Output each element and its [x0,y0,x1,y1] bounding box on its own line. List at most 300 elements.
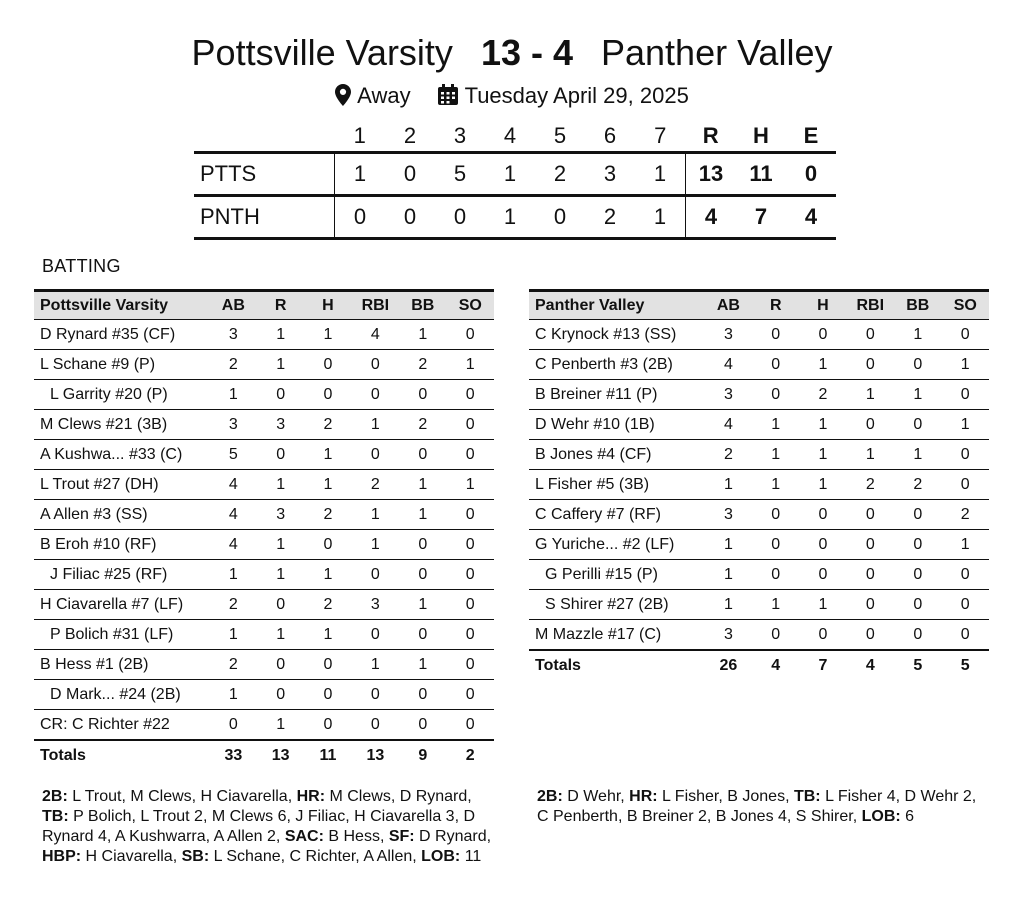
stat-r: 1 [257,530,304,560]
ab-column-header: AB [210,291,257,320]
player-row [34,500,494,530]
stat-bb: 1 [399,650,446,680]
stat-ab: 1 [210,620,257,650]
inning-score: 1 [635,153,686,196]
stat-bb: 0 [399,380,446,410]
stat-so: 1 [447,350,494,380]
stat-rbi: 0 [847,500,895,530]
stat-rbi: 3 [352,590,400,620]
stat-rbi: 1 [352,410,400,440]
player-row [34,350,494,380]
inning-score: 0 [335,196,386,239]
stat-bb: 1 [399,500,446,530]
stat-h: 0 [799,620,846,651]
linescore-team: PNTH [194,196,335,239]
stat-bb: 2 [399,350,446,380]
stat-rbi: 4 [352,320,400,350]
stat-h: 2 [304,500,351,530]
stat-so: 5 [942,650,989,680]
stat-bb: 0 [894,530,941,560]
stat-r: 1 [257,620,304,650]
player-row [529,320,989,350]
linescore-table [194,121,836,240]
inning-score: 1 [485,153,535,196]
note-text: H Ciavarella, [81,848,182,865]
player-row [34,710,494,741]
home-team-name: Panther Valley [601,32,833,73]
stat-rbi: 0 [847,530,895,560]
stat-ab: 3 [705,500,752,530]
stat-rbi: 2 [352,470,400,500]
player-name: D Rynard #35 (CF) [34,320,210,350]
player-row [529,350,989,380]
inning-score: 0 [535,196,585,239]
stat-r: 0 [257,680,304,710]
stat-so: 0 [942,590,989,620]
stat-h: 1 [304,560,351,590]
stat-so: 0 [447,320,494,350]
stat-ab: 1 [705,530,752,560]
stat-h: 0 [304,650,351,680]
ab-column-header: AB [705,291,752,320]
stat-r: 0 [752,500,799,530]
stat-r: 1 [752,590,799,620]
runs-total: 13 [686,153,737,196]
player-row [529,410,989,440]
inning-header: 2 [403,123,417,148]
note-label: LOB: [861,808,901,825]
stat-so: 1 [942,350,989,380]
stat-ab: 3 [210,320,257,350]
player-name: A Kushwa... #33 (C) [34,440,210,470]
inning-score: 0 [435,196,485,239]
player-name: C Krynock #13 (SS) [529,320,705,350]
player-name: C Caffery #7 (RF) [529,500,705,530]
note-label: 2B: [42,788,68,805]
stat-rbi: 0 [352,440,400,470]
inning-score: 1 [485,196,535,239]
stat-bb: 1 [399,320,446,350]
player-name: B Hess #1 (2B) [34,650,210,680]
totals-label: Totals [34,740,210,770]
stat-h: 0 [304,380,351,410]
note-label: SAC: [284,828,324,845]
final-score: 13 - 4 [480,32,573,73]
note-text: D Wehr, [562,788,630,805]
inning-score: 2 [535,153,585,196]
stat-r: 0 [257,590,304,620]
batting-table-home [529,289,989,680]
stat-so: 0 [942,320,989,350]
hits-total: 11 [736,153,786,196]
stat-bb: 2 [894,470,941,500]
player-name: D Mark... #24 (2B) [34,680,210,710]
stat-ab: 4 [705,410,752,440]
stat-h: 0 [304,680,351,710]
runs-total: 4 [686,196,737,239]
rbi-column-header: RBI [352,291,400,320]
note-label: HR: [629,788,658,805]
stat-ab: 2 [210,590,257,620]
stat-so: 1 [942,410,989,440]
away-team-name: Pottsville Varsity [191,32,453,73]
batting-header-row [34,291,494,320]
stat-ab: 1 [210,560,257,590]
stat-bb: 5 [894,650,941,680]
stat-r: 1 [752,410,799,440]
stat-r: 13 [257,740,304,770]
stat-bb: 0 [399,710,446,741]
linescore-row-home [194,196,836,239]
player-row [34,680,494,710]
stat-h: 2 [304,410,351,440]
stat-bb: 0 [894,560,941,590]
stat-r: 0 [752,560,799,590]
stat-rbi: 0 [352,680,400,710]
stat-so: 0 [447,710,494,741]
stat-bb: 0 [894,350,941,380]
player-name: L Fisher #5 (3B) [529,470,705,500]
stat-rbi: 0 [352,380,400,410]
player-name: A Allen #3 (SS) [34,500,210,530]
stat-ab: 1 [210,680,257,710]
stat-so: 0 [447,410,494,440]
player-row [529,440,989,470]
note-text: 11 [460,848,482,865]
totals-row [34,740,494,770]
inning-header: 5 [553,123,567,148]
stat-ab: 5 [210,440,257,470]
batting-notes-away [42,787,497,867]
batting-notes-home [537,787,977,827]
inning-header: 7 [654,123,667,148]
stat-ab: 2 [705,440,752,470]
stat-rbi: 0 [847,350,895,380]
stat-h: 1 [799,350,846,380]
stat-h: 1 [799,590,846,620]
stat-rbi: 2 [847,470,895,500]
inning-score: 0 [385,196,435,239]
player-row [529,530,989,560]
stat-so: 2 [447,740,494,770]
stat-r: 0 [752,320,799,350]
note-label: SF: [388,828,415,845]
player-name: P Bolich #31 (LF) [34,620,210,650]
player-name: G Perilli #15 (P) [529,560,705,590]
stat-ab: 2 [210,350,257,380]
player-name: B Jones #4 (CF) [529,440,705,470]
stat-rbi: 4 [847,650,895,680]
rbi-column-header: RBI [847,291,895,320]
stat-r: 0 [752,350,799,380]
note-label: 2B: [537,788,563,805]
player-row [34,590,494,620]
player-row [34,560,494,590]
note-text: 6 [900,808,915,825]
stat-r: 3 [257,500,304,530]
stat-rbi: 13 [352,740,400,770]
stat-r: 1 [257,320,304,350]
stat-ab: 3 [705,620,752,651]
inning-score: 0 [385,153,435,196]
stat-ab: 0 [210,710,257,741]
player-name: D Wehr #10 (1B) [529,410,705,440]
inning-score: 5 [435,153,485,196]
stat-ab: 33 [210,740,257,770]
player-name: M Clews #21 (3B) [34,410,210,440]
totals-label: Totals [529,650,705,680]
totals-row [529,650,989,680]
stat-h: 1 [304,320,351,350]
player-row [529,560,989,590]
stat-ab: 4 [210,470,257,500]
stat-h: 1 [799,470,846,500]
stat-r: 4 [752,650,799,680]
note-text: B Hess, [323,828,389,845]
stat-so: 2 [942,500,989,530]
bb-column-header: BB [894,291,941,320]
player-name: G Yuriche... #2 (LF) [529,530,705,560]
player-name: S Shirer #27 (2B) [529,590,705,620]
player-row [529,500,989,530]
player-name: B Eroh #10 (RF) [34,530,210,560]
stat-bb: 1 [894,440,941,470]
stat-rbi: 1 [352,530,400,560]
stat-ab: 1 [705,470,752,500]
map-pin-icon [335,84,351,114]
stat-r: 1 [257,560,304,590]
stat-ab: 3 [705,380,752,410]
inning-score: 1 [635,196,686,239]
note-label: TB: [42,808,69,825]
stat-h: 0 [799,320,846,350]
stat-ab: 4 [210,530,257,560]
r-column-header: R [257,291,304,320]
stat-r: 1 [752,440,799,470]
stat-bb: 0 [399,560,446,590]
player-row [34,470,494,500]
stat-bb: 1 [894,320,941,350]
team-column-header: Panther Valley [529,291,705,320]
stat-h: 2 [799,380,846,410]
stat-h: 0 [799,530,846,560]
stat-ab: 4 [705,350,752,380]
hits-total: 7 [736,196,786,239]
stat-ab: 3 [705,320,752,350]
h-column-header: H [304,291,351,320]
batting-table-away [34,289,494,770]
inning-header: 3 [453,123,467,148]
player-row [529,470,989,500]
stat-rbi: 0 [847,620,895,651]
stat-bb: 2 [399,410,446,440]
note-text: L Fisher 4, D Wehr 2, C Penberth, B Breiner 2, B Jones 4, S Shirer, [537,788,977,825]
player-name: L Garrity #20 (P) [34,380,210,410]
inning-header: 6 [603,123,617,148]
stat-rbi: 0 [352,710,400,741]
errors-header: E [803,123,819,148]
stat-r: 0 [752,380,799,410]
inning-header: 1 [353,123,366,148]
player-name: CR: C Richter #22 [34,710,210,741]
stat-h: 0 [304,710,351,741]
stat-ab: 26 [705,650,752,680]
stat-r: 3 [257,410,304,440]
stat-r: 0 [257,650,304,680]
stat-r: 1 [257,470,304,500]
stat-so: 0 [942,560,989,590]
stat-r: 1 [257,350,304,380]
note-text: L Schane, C Richter, A Allen, [209,848,422,865]
batting-header-row [529,291,989,320]
note-label: HBP: [42,848,82,865]
team-column-header: Pottsville Varsity [34,291,210,320]
stat-so: 0 [447,530,494,560]
player-name: B Breiner #11 (P) [529,380,705,410]
stat-rbi: 0 [352,350,400,380]
stat-so: 1 [447,470,494,500]
stat-bb: 9 [399,740,446,770]
game-info [0,81,1024,114]
stat-bb: 0 [894,500,941,530]
note-text: D Rynard, [414,828,492,845]
stat-h: 0 [799,500,846,530]
stat-h: 0 [304,530,351,560]
player-name: L Trout #27 (DH) [34,470,210,500]
linescore-team: PTTS [194,153,335,196]
note-text: L Fisher, B Jones, [657,788,794,805]
stat-ab: 1 [705,590,752,620]
runs-header: R [702,123,719,148]
stat-h: 1 [799,440,846,470]
stat-bb: 0 [399,530,446,560]
stat-so: 0 [447,440,494,470]
stat-so: 0 [447,590,494,620]
stat-r: 1 [752,470,799,500]
stat-h: 1 [304,470,351,500]
stat-so: 0 [942,470,989,500]
player-name: C Penberth #3 (2B) [529,350,705,380]
stat-so: 0 [942,620,989,651]
player-row [34,620,494,650]
stat-bb: 0 [399,620,446,650]
note-text: P Bolich, L Trout 2, M Clews 6, J Filiac, H Ciavarella 3, D Rynard 4, A Kushwarra, A Allen 2, [42,808,476,845]
inning-header: 4 [503,123,517,148]
stat-r: 0 [257,380,304,410]
stat-rbi: 1 [352,500,400,530]
player-name: L Schane #9 (P) [34,350,210,380]
stat-so: 0 [447,620,494,650]
so-column-header: SO [942,291,989,320]
stat-h: 2 [304,590,351,620]
stat-rbi: 0 [352,620,400,650]
stat-bb: 0 [894,590,941,620]
stat-h: 1 [799,410,846,440]
player-name: M Mazzle #17 (C) [529,620,705,651]
player-row [529,590,989,620]
stat-ab: 1 [210,380,257,410]
calendar-icon [437,84,459,114]
so-column-header: SO [447,291,494,320]
stat-bb: 0 [894,620,941,651]
date-text: Tuesday April 29, 2025 [464,83,689,108]
errors-total: 4 [786,196,836,239]
stat-r: 0 [257,440,304,470]
player-row [34,440,494,470]
linescore-header-row [194,121,836,153]
stat-bb: 0 [399,680,446,710]
inning-score: 3 [585,153,635,196]
stat-rbi: 0 [847,320,895,350]
player-name: J Filiac #25 (RF) [34,560,210,590]
linescore-row-away [194,153,836,196]
inning-score: 2 [585,196,635,239]
player-row [34,380,494,410]
player-name: H Ciavarella #7 (LF) [34,590,210,620]
stat-rbi: 0 [847,560,895,590]
stat-rbi: 0 [352,560,400,590]
errors-total: 0 [786,153,836,196]
player-row [34,530,494,560]
stat-bb: 1 [399,590,446,620]
stat-h: 1 [304,620,351,650]
note-label: LOB: [421,848,461,865]
stat-so: 0 [447,380,494,410]
stat-so: 0 [447,650,494,680]
stat-rbi: 0 [847,590,895,620]
stat-ab: 4 [210,500,257,530]
stat-so: 0 [942,380,989,410]
stat-rbi: 1 [352,650,400,680]
note-label: TB: [793,788,821,805]
stat-bb: 0 [894,410,941,440]
stat-bb: 1 [399,470,446,500]
stat-bb: 0 [399,440,446,470]
stat-ab: 2 [210,650,257,680]
note-label: HR: [296,788,326,805]
stat-h: 0 [304,350,351,380]
stat-rbi: 0 [847,410,895,440]
player-row [529,380,989,410]
inning-score: 1 [335,153,386,196]
stat-so: 0 [942,440,989,470]
location-text: Away [357,83,411,108]
stat-r: 0 [752,620,799,651]
stat-rbi: 1 [847,380,895,410]
h-column-header: H [799,291,846,320]
stat-so: 0 [447,680,494,710]
stat-h: 11 [304,740,351,770]
r-column-header: R [752,291,799,320]
stat-so: 0 [447,500,494,530]
stat-h: 0 [799,560,846,590]
stat-h: 7 [799,650,846,680]
stat-bb: 1 [894,380,941,410]
stat-so: 1 [942,530,989,560]
stat-ab: 3 [210,410,257,440]
stat-ab: 1 [705,560,752,590]
note-label: SB: [181,848,210,865]
bb-column-header: BB [399,291,446,320]
section-label-batting: BATTING [42,256,121,276]
stat-rbi: 1 [847,440,895,470]
note-text: M Clews, D Rynard, [325,788,472,805]
player-row [529,620,989,651]
player-row [34,410,494,440]
stat-r: 1 [257,710,304,741]
stat-h: 1 [304,440,351,470]
player-row [34,320,494,350]
